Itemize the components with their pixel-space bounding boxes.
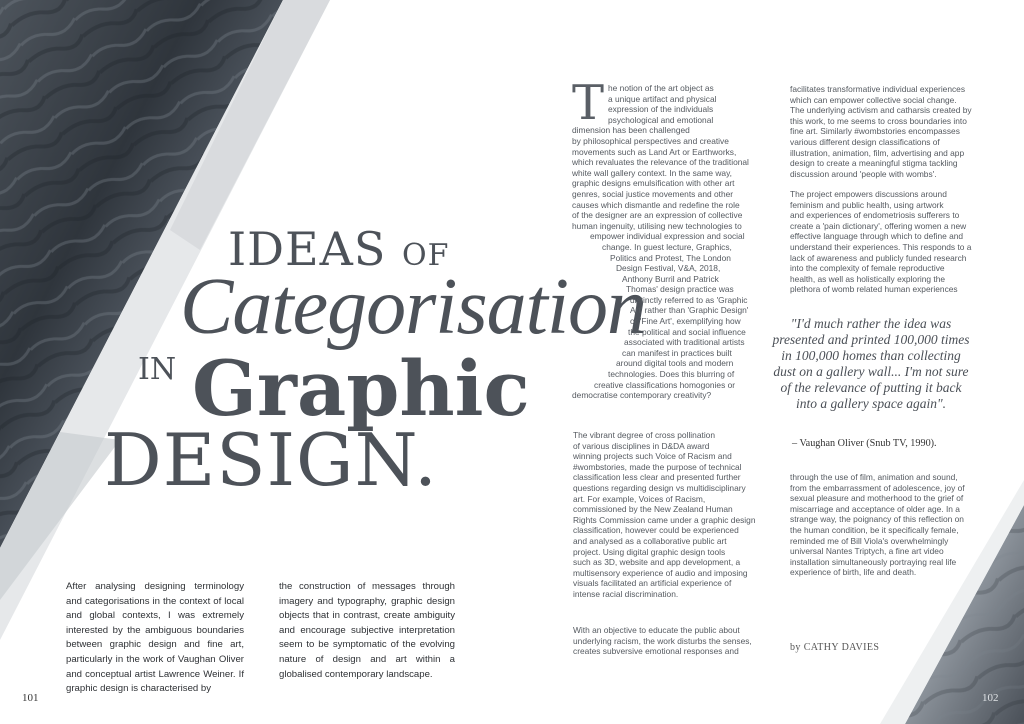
text-line: Politics and Protest, The London — [610, 252, 731, 263]
text-line: Design Festival, V&A, 2018, — [616, 263, 721, 274]
text-line: democratise contemporary creativity? — [572, 390, 712, 401]
article-paragraph-1 — [572, 75, 754, 401]
title-word-of: OF — [402, 238, 450, 273]
text-line: distinctly referred to as 'Graphic — [630, 294, 748, 305]
text-line: illustration, animation, film, advertising and app — [790, 147, 965, 158]
text-line: miscarriage and acceptance of older age. In a — [790, 503, 960, 514]
text-line: lack of awareness and publicly funded research — [790, 252, 967, 263]
article-paragraph-3 — [573, 625, 755, 657]
text-line: Art' rather than 'Graphic Design' — [630, 305, 749, 316]
text-line: experience of birth, life and death. — [790, 567, 917, 578]
text-line: plethora of womb related human experiences — [790, 284, 958, 295]
text-line: #wombstories, made the purpose of technical — [573, 461, 742, 472]
text-line: a unique artifact and physical — [608, 93, 717, 104]
quote-citation: – Vaughan Oliver (Snub TV, 1990). — [792, 438, 937, 449]
text-line: multisensory experience of audio and imposing — [573, 567, 748, 578]
text-line: Rights Commission came under a graphic design — [573, 514, 756, 525]
text-line: classification, however could be experienced — [573, 525, 739, 536]
text-line: underlying racism, the work disturbs the senses, — [573, 635, 752, 646]
text-line: design to create a meaningful stigma tackling — [790, 158, 958, 169]
text-line: create a 'pain dictionary', offering women a new — [790, 220, 967, 231]
text-line: psychological and emotional — [608, 114, 714, 125]
text-line: The vibrant degree of cross pollination — [573, 430, 715, 440]
text-line: facilitates transformative individual experiences — [790, 84, 966, 94]
title-line-categorisation: Categorisation — [180, 263, 647, 351]
text-line: questions regarding design vs multidisciplinary — [573, 482, 746, 493]
text-line: around digital tools and modern — [616, 358, 734, 369]
text-line: of the designer are an expression of collective — [572, 210, 743, 221]
text-line: he notion of the art object as — [608, 83, 714, 93]
text-line: can manifest in practices built — [622, 347, 732, 358]
text-line: installation simultaneously portraying real life — [790, 556, 957, 567]
text-line: reminded me of Bill Viola's overwhelmingly — [790, 535, 949, 546]
page-number-right: 102 — [982, 692, 999, 704]
text-line: With an objective to educate the public about — [573, 625, 740, 635]
pull-quote: "I'd much rather the idea was presented and printed 100,000 times in 100,000 homes than collecting dust on a gallery wall... I'm not sure of the relevance of putting it back into a gallery space again". — [772, 316, 970, 411]
text-line: white wall gallery context. In the same way, — [572, 167, 732, 178]
text-line: into the complexity of female reproductive — [790, 263, 945, 274]
text-line: fine art. Similarly #wombstories encompasses — [790, 126, 960, 137]
text-line: expression of the individuals — [608, 104, 714, 115]
text-line: project. Using digital graphic design tools — [573, 546, 726, 557]
text-line: which revaluates the relevance of the traditional — [572, 157, 749, 168]
text-line: and analysed as a collaborative public art — [573, 535, 727, 546]
text-line: associated with traditional artists — [624, 337, 745, 348]
text-line: intense racial discrimination. — [573, 588, 679, 599]
article-paragraph-5 — [790, 189, 972, 295]
text-line: health, as well as holistically exploring the — [790, 273, 946, 284]
text-line: creative classifications homogonies or — [594, 379, 736, 390]
text-line: empower individual expression and social — [590, 231, 745, 242]
text-line: by philosophical perspectives and creative — [572, 135, 729, 146]
text-line: human ingenuity, utilising new technologies to — [572, 220, 742, 231]
text-line: movements such as Land Art or Earthworks, — [572, 146, 737, 157]
text-line: various different design classifications of — [790, 136, 940, 147]
text-line: art. For example, Voices of Racism, — [573, 493, 706, 504]
text-line: the human condition, be it specifically female, — [790, 524, 959, 535]
text-line: the political and social influence — [628, 326, 746, 337]
text-line: winning projects such Voice of Racism and — [573, 451, 732, 462]
text-line: visuals facilitated an artificial experience of — [573, 578, 732, 589]
text-line: which can empower collective social change. — [790, 94, 957, 105]
text-line: universal Nantes Triptych, a fine art video — [790, 546, 944, 557]
text-line: and experiences of endometriosis sufferers to — [790, 210, 960, 221]
title-word-graphic: Graphic — [192, 344, 530, 433]
text-line: understand their experiences. This responds to a — [790, 241, 972, 252]
text-line: change. In guest lecture, Graphics, — [602, 241, 732, 252]
text-line: sexual pleasure and motherhood to the grief of — [790, 493, 964, 504]
text-line: such as 3D, website and app development, a — [573, 557, 741, 568]
page-number-left: 101 — [22, 692, 39, 704]
text-line: classification less clear and presented further — [573, 472, 741, 483]
text-line: Anthony Burril and Patrick — [622, 273, 719, 284]
text-line: The project empowers discussions around — [790, 189, 947, 199]
text-line: The underlying activism and catharsis created by — [790, 105, 972, 116]
byline: by CATHY DAVIES — [790, 642, 880, 653]
text-line: commissioned by the New Zealand Human — [573, 504, 733, 515]
text-line: from the embarrassment of adolescence, joy of — [790, 482, 965, 493]
text-line: genres, social justice movements and other — [572, 188, 734, 199]
text-line: of various disciplines in D&DA award — [573, 440, 710, 451]
text-line: through the use of film, animation and sound, — [790, 472, 958, 482]
text-line: or 'Fine Art', exemplifying how — [630, 316, 741, 327]
intro-column-1: After analysing designing terminology and categorisations in the context of local and global contexts, I was extremely interested by the ambiguous boundaries between graphic design and fine art, particularly in the work of Vaughan Oliver and conceptual artist Lawrence Weiner. If graphic design is characterised by — [66, 581, 244, 695]
text-line: this work, to me seems to cross boundaries into — [790, 115, 967, 126]
text-line: dimension has been challenged — [572, 125, 690, 136]
text-line: creates subversive emotional responses and — [573, 646, 739, 657]
text-line: effective language through which to define and — [790, 231, 964, 242]
title-line-design: DESIGN. — [104, 418, 438, 502]
text-line: Thomas' design practice was — [626, 284, 734, 295]
text-line: feminism and public health, using artwork — [790, 199, 944, 210]
article-paragraph-6 — [790, 472, 972, 578]
title-word-ideas: IDEAS — [228, 222, 387, 276]
intro-column-2: the construction of messages through imagery and typography, graphic design objects that in contrast, create ambiguity and encourage subjective interpretation seem to be symptomatic of the evolving nature of design and art within a globalised contemporary landscape. — [279, 581, 455, 680]
text-line: graphic designs emulsification with other art — [572, 178, 735, 189]
title-word-in: IN — [138, 352, 177, 387]
drop-cap: T — [572, 75, 605, 131]
text-line: technologies. Does this blurring of — [608, 369, 735, 380]
article-paragraph-2 — [573, 430, 755, 600]
text-line: strange way, the poignancy of this reflection on — [790, 514, 964, 525]
text-line: discussion around 'people with wombs'. — [790, 168, 937, 179]
article-paragraph-4 — [790, 84, 972, 179]
paragraph-1-lines — [572, 75, 754, 401]
text-line: causes which dismantle and redefine the role — [572, 199, 740, 210]
